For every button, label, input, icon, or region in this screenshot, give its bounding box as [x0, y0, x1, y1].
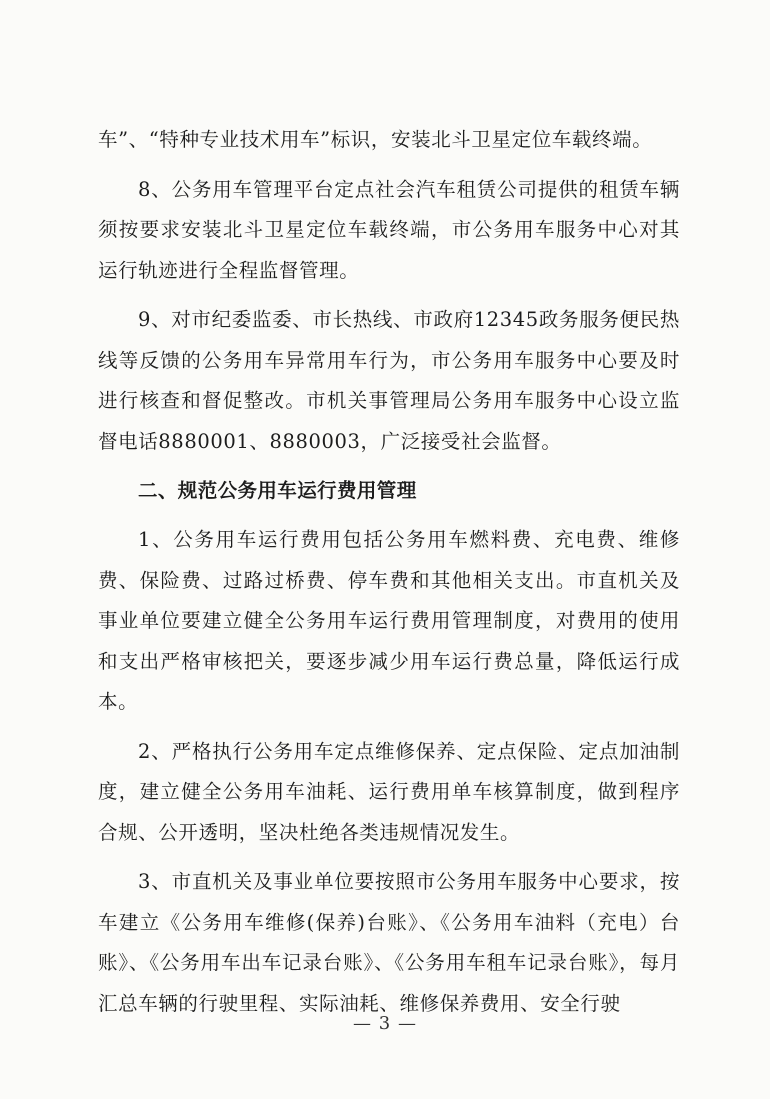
- paragraph-continued: 车”、“特种专业技术用车”标识，安装北斗卫星定位车载终端。: [98, 128, 653, 151]
- paragraph-section2-item-1: 1、公务用车运行费用包括公务用车燃料费、充电费、维修费、保险费、过路过桥费、停车费和其他相关支出。市直机关及事业单位要建立健全公务用车运行费用管理制度，对费用的使用和支出严格审核把关，要逐步减少用车运行费总量，降低运行成本。: [98, 528, 680, 713]
- document-body: [98, 120, 680, 1024]
- paragraph-item-8: 8、公务用车管理平台定点社会汽车租赁公司提供的租赁车辆须按要求安装北斗卫星定位车载终端，市公务用车服务中心对其运行轨迹进行全程监督管理。: [98, 177, 680, 282]
- paragraph-section2-item-2: 2、严格执行公务用车定点维修保养、定点保险、定点加油制度，建立健全公务用车油耗、运行费用单车核算制度，做到程序合规、公开透明，坚决杜绝各类违规情况发生。: [98, 739, 680, 844]
- paragraph-section2-item-3: 3、市直机关及事业单位要按照市公务用车服务中心要求，按车建立《公务用车维修(保养)台账》、《公务用车油料（充电）台账》、《公务用车出车记录台账》、《公务用车租车记录台账》，每月汇总车辆的行驶里程、实际油耗、维修保养费用、安全行驶: [98, 870, 680, 1015]
- page-number: — 3 —: [353, 1013, 417, 1034]
- section-heading: 二、规范公务用车运行费用管理: [138, 479, 417, 502]
- paragraph-item-9: 9、对市纪委监委、市长热线、市政府12345政务服务便民热线等反馈的公务用车异常用车行为，市公务用车服务中心要及时进行核查和督促整改。市机关事管理局公务用车服务中心设立监督电话8880001、8880003，广泛接受社会监督。: [98, 308, 680, 453]
